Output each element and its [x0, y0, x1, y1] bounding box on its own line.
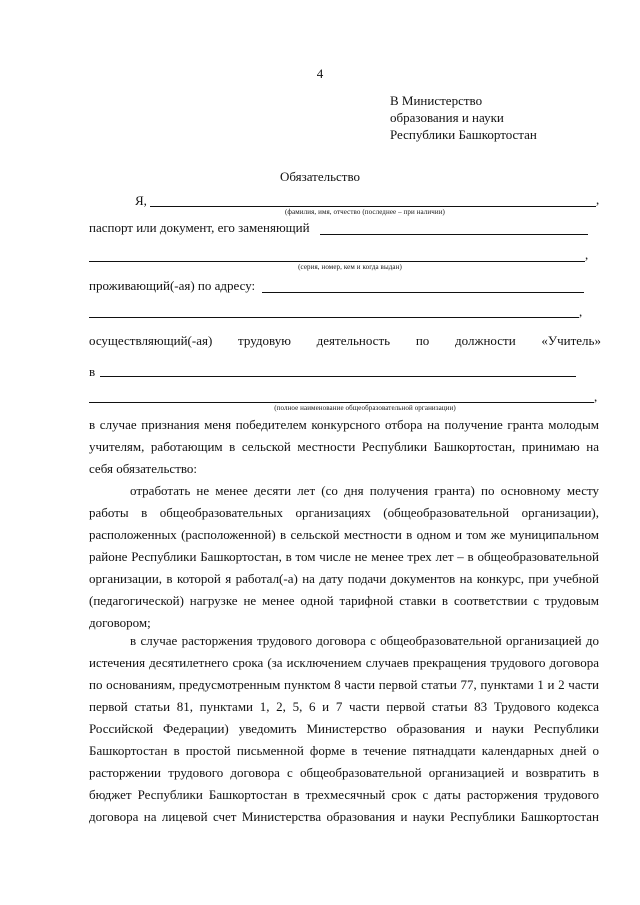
fio-hint: (фамилия, имя, отчество (последнее – при наличии) [285, 208, 445, 216]
in-label: в [89, 364, 96, 379]
address-label: проживающий(-ая) по адресу: [89, 278, 256, 293]
text-line: расторжении трудового договора с общеобразовательной организацией и возвратить в [89, 765, 599, 780]
obligation-2-paragraph [89, 630, 599, 828]
comma: , [579, 304, 583, 319]
recipient-line: Республики Башкортостан [390, 127, 537, 142]
text-line: учителям, работающим в сельской местности Республики Башкортостан, принимаю на [89, 439, 599, 454]
text-line: организации, в которой я работал(-а) на дату подачи документов на конкурс, при учебной [89, 571, 599, 586]
text-line: первой статьи 81, пунктами 1, 2, 5, 6 и 7 части первой статьи 83 Трудового кодекса [89, 699, 599, 714]
text-line: в случае признания меня победителем конкурсного отбора на получение гранта молодым [89, 417, 599, 432]
occupation-word: по [415, 333, 430, 348]
text-line: расположенных (расположенной) в сельской местности в одном и том же муниципальном [89, 527, 599, 542]
text-line: районе Республики Башкортостан, в том числе не менее трех лет – в общеобразовательной [89, 549, 599, 564]
passport-label: паспорт или документ, его заменяющий [89, 220, 310, 235]
text-line: работы в общеобразовательных организациях (общеобразовательной организации), [89, 505, 599, 520]
address-line-2[interactable] [89, 317, 579, 318]
obligation-1-paragraph [89, 480, 599, 634]
document-title: Обязательство [279, 169, 361, 184]
text-line: себя обязательство: [89, 461, 198, 476]
passport-hint: (серия, номер, кем и когда выдан) [298, 263, 402, 271]
text-line: договора на лицевой счет Министерства образования и науки Республики Башкортостан [89, 809, 599, 824]
text-line: в случае расторжения трудового договора с общеобразовательной организацией до [130, 633, 599, 648]
recipient-block [390, 92, 537, 143]
address-line[interactable] [262, 292, 584, 293]
comma: , [594, 389, 598, 404]
text-line: Российской Федерации) уведомить Министерство образования и науки Республики [89, 721, 599, 736]
occupation-row [89, 333, 601, 349]
fio-line[interactable] [150, 206, 596, 207]
text-line: по основаниям, предусмотренным пунктом 8 части первой статьи 77, пунктами 1 и 2 части [89, 677, 599, 692]
comma: , [585, 247, 589, 262]
text-line: договором; [89, 615, 151, 630]
organization-line-2[interactable] [89, 402, 594, 403]
text-line: отработать не менее десяти лет (со дня получения гранта) по основному месту [130, 483, 599, 498]
organization-hint: (полное наименование общеобразовательной организации) [274, 404, 456, 412]
passport-line-2[interactable] [89, 261, 585, 262]
text-line: (педагогической) нагрузке не менее одной тарифной ставки в соответствии с трудовым [89, 593, 599, 608]
occupation-word: трудовую [238, 333, 291, 348]
recipient-line: В Министерство [390, 93, 483, 108]
organization-line[interactable] [100, 376, 576, 377]
occupation-word: «Учитель» [541, 333, 601, 348]
ya-label: Я, [135, 193, 147, 208]
occupation-word: осуществляющий(-ая) [89, 333, 213, 348]
text-line: бюджет Республики Башкортостан в трехмесячный срок с даты расторжения трудового [89, 787, 599, 802]
comma: , [596, 192, 600, 207]
recipient-line: образования и науки [390, 110, 504, 125]
text-line: Башкортостан в простой письменной форме в течение пятнадцати календарных дней о [89, 743, 599, 758]
occupation-word: должности [455, 333, 516, 348]
passport-line[interactable] [320, 234, 588, 235]
page-number: 4 [316, 66, 324, 81]
occupation-word: деятельность [316, 333, 391, 348]
text-line: истечения десятилетнего срока (за исключением случаев прекращения трудового договора [89, 655, 599, 670]
intro-paragraph [89, 414, 599, 480]
